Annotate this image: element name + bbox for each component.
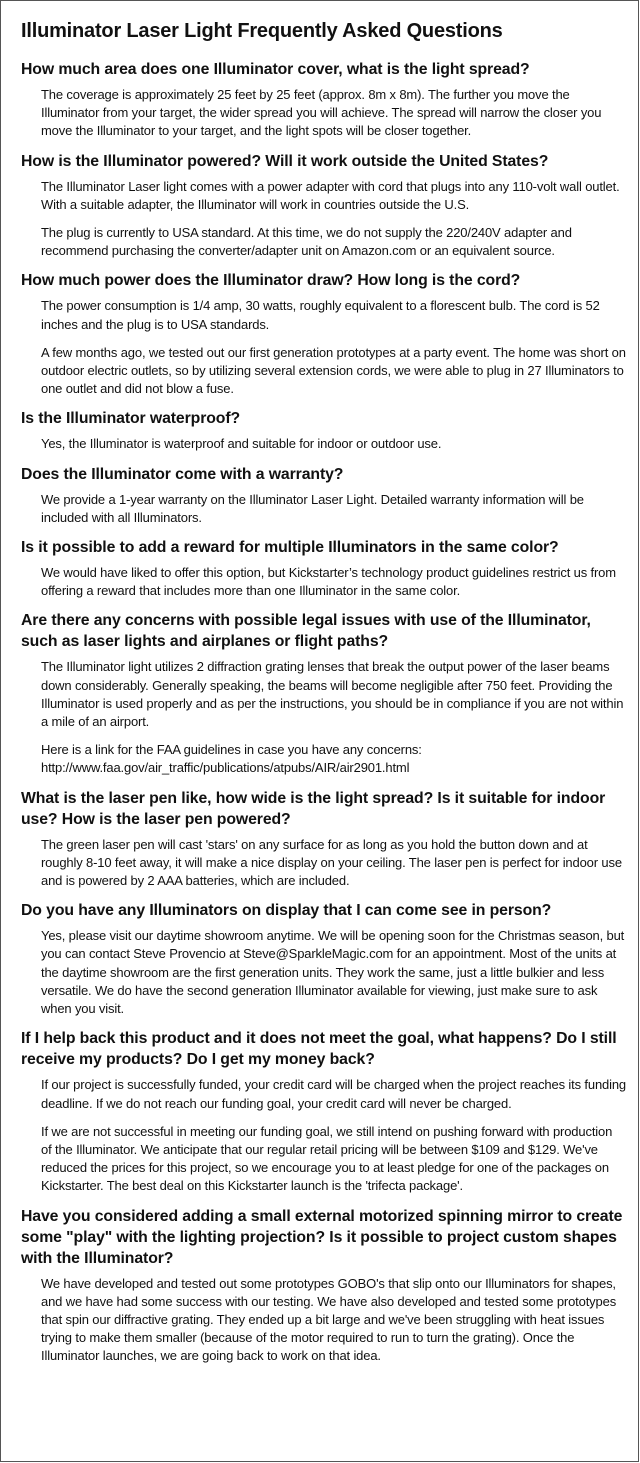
faa-link-paragraph — [41, 741, 628, 777]
faq-item — [21, 900, 628, 1018]
faq-question: Is it possible to add a reward for multiple Illuminators in the same color? — [21, 539, 559, 557]
faq-question: Does the Illuminator come with a warranty? — [21, 465, 344, 483]
faq-item — [21, 151, 628, 261]
faq-question: Are there any concerns with possible legal issues with use of the Illuminator, such as laser lights and airplanes or flight paths? — [21, 612, 591, 651]
faq-answer: Yes, the Illuminator is waterproof and suitable for indoor or outdoor use. — [41, 436, 442, 452]
faq-question: Have you considered adding a small external motorized spinning mirror to create some "play" with the lighting projection? Is it possible to project custom shapes with the Illuminator? — [21, 1207, 623, 1267]
faq-question: Is the Illuminator waterproof? — [21, 410, 241, 428]
faq-question: How much power does the Illuminator draw? How long is the cord? — [21, 272, 521, 290]
faq-question: Do you have any Illuminators on display that I can come see in person? — [21, 902, 552, 920]
faq-answer: The plug is currently to USA standard. At this time, we do not supply the 220/240V adapter and recommend purchasing the converter/adapter unit on Amazon.com or an equivalent source. — [41, 225, 572, 259]
faq-item — [21, 464, 628, 527]
faq-item — [21, 1028, 628, 1195]
faq-answer: We would have liked to offer this option, but Kickstarter’s technology product guidelines restrict us from offering a reward that includes more than one Illuminator in the same color. — [41, 565, 616, 599]
faq-item — [21, 408, 628, 453]
faq-question: What is the laser pen like, how wide is the light spread? Is it suitable for indoor use? How is the laser pen powered? — [21, 789, 606, 828]
faq-answer: We provide a 1-year warranty on the Illuminator Laser Light. Detailed warranty information will be included with all Illuminators. — [41, 491, 584, 525]
faq-answer: Yes, please visit our daytime showroom anytime. We will be opening soon for the Christmas season, but you can contact Steve Provencio at Steve@SparkleMagic.com for an appointment. Most of the units at the daytime showroom are the first generation units. They work the same, just a little bulkier and less versatile. We do have the second generation Illuminator available for viewing, just make sure to ask when you visit. — [41, 928, 625, 1017]
faq-item — [21, 537, 628, 600]
faa-guidelines-link[interactable]: http://www.faa.gov/air_traffic/publications/atpubs/AIR/air2901.html — [41, 760, 410, 776]
faq-question: How is the Illuminator powered? Will it work outside the United States? — [21, 152, 549, 170]
faq-answer: The power consumption is 1/4 amp, 30 watts, roughly equivalent to a florescent bulb. The cord is 52 inches and the plug is to USA standards. — [41, 298, 600, 332]
faa-link-intro: Here is a link for the FAA guidelines in case you have any concerns: — [41, 742, 422, 758]
faq-answer: The coverage is approximately 25 feet by 25 feet (approx. 8m x 8m). The further you move the Illuminator from your target, the wider spread you will achieve. The spread will narrow the closer you move the Illuminator to your target, and the light spots will be closer together. — [41, 87, 602, 139]
faq-answer: The green laser pen will cast 'stars' on any surface for as long as you hold the button down and at roughly 8-10 feet away, it will make a nice display on your ceiling. The laser pen is perfect for indoor use and is powered by 2 AAA batteries, which are included. — [41, 836, 622, 889]
faq-item — [21, 610, 628, 777]
faq-question: If I help back this product and it does not meet the goal, what happens? Do I still receive my products? Do I get my money back? — [21, 1030, 617, 1069]
faq-answer: If we are not successful in meeting our funding goal, we still intend on pushing forward with production of the Illuminator. We anticipate that our regular retail pricing will be between $109 and $129. We've reduced the prices for this project, so we encourage you to at least pledge for one of the packages on Kickstarter. The best deal on this Kickstarter launch is the 'trifecta package'. — [41, 1123, 613, 1194]
faq-answer: If our project is successfully funded, your credit card will be charged when the project reaches its funding deadline. If we do not reach our funding goal, your credit card will never be charged. — [41, 1077, 626, 1111]
faq-answer: We have developed and tested out some prototypes GOBO's that slip onto our Illuminators for shapes, and we have had some success with our testing. We have also developed and tested some prototypes that spin our diffractive grating. They ended up a bit large and we've been struggling with heat issues trying to make them smaller (because of the motor required to run to turn the grating). Once the Illuminator launches, we are going back to work on that idea. — [41, 1275, 617, 1364]
faq-answer: A few months ago, we tested out our first generation prototypes at a party event. The home was short on outdoor electric outlets, so by utilizing several extension cords, we were able to plug in 27 Illuminators to one outlet and did not blow a fuse. — [41, 344, 626, 397]
faq-answer: The Illuminator Laser light comes with a power adapter with cord that plugs into any 110-volt wall outlet. With a suitable adapter, the Illuminator will work in countries outside the U.S. — [41, 178, 620, 212]
page-title: Illuminator Laser Light Frequently Asked Questions — [21, 20, 503, 42]
faq-item — [21, 1206, 628, 1366]
faq-item — [21, 59, 628, 141]
faq-item — [21, 270, 628, 398]
faq-answer: The Illuminator light utilizes 2 diffraction grating lenses that break the output power of the laser beams down considerably. Generally speaking, the beams will become negligible after 750 feet. Providing the Illuminator is used properly and as per the instructions, you should be in compliance if you are not within a mile of an airport. — [41, 659, 624, 730]
faq-item — [21, 788, 628, 891]
faq-question: How much area does one Illuminator cover, what is the light spread? — [21, 61, 530, 78]
